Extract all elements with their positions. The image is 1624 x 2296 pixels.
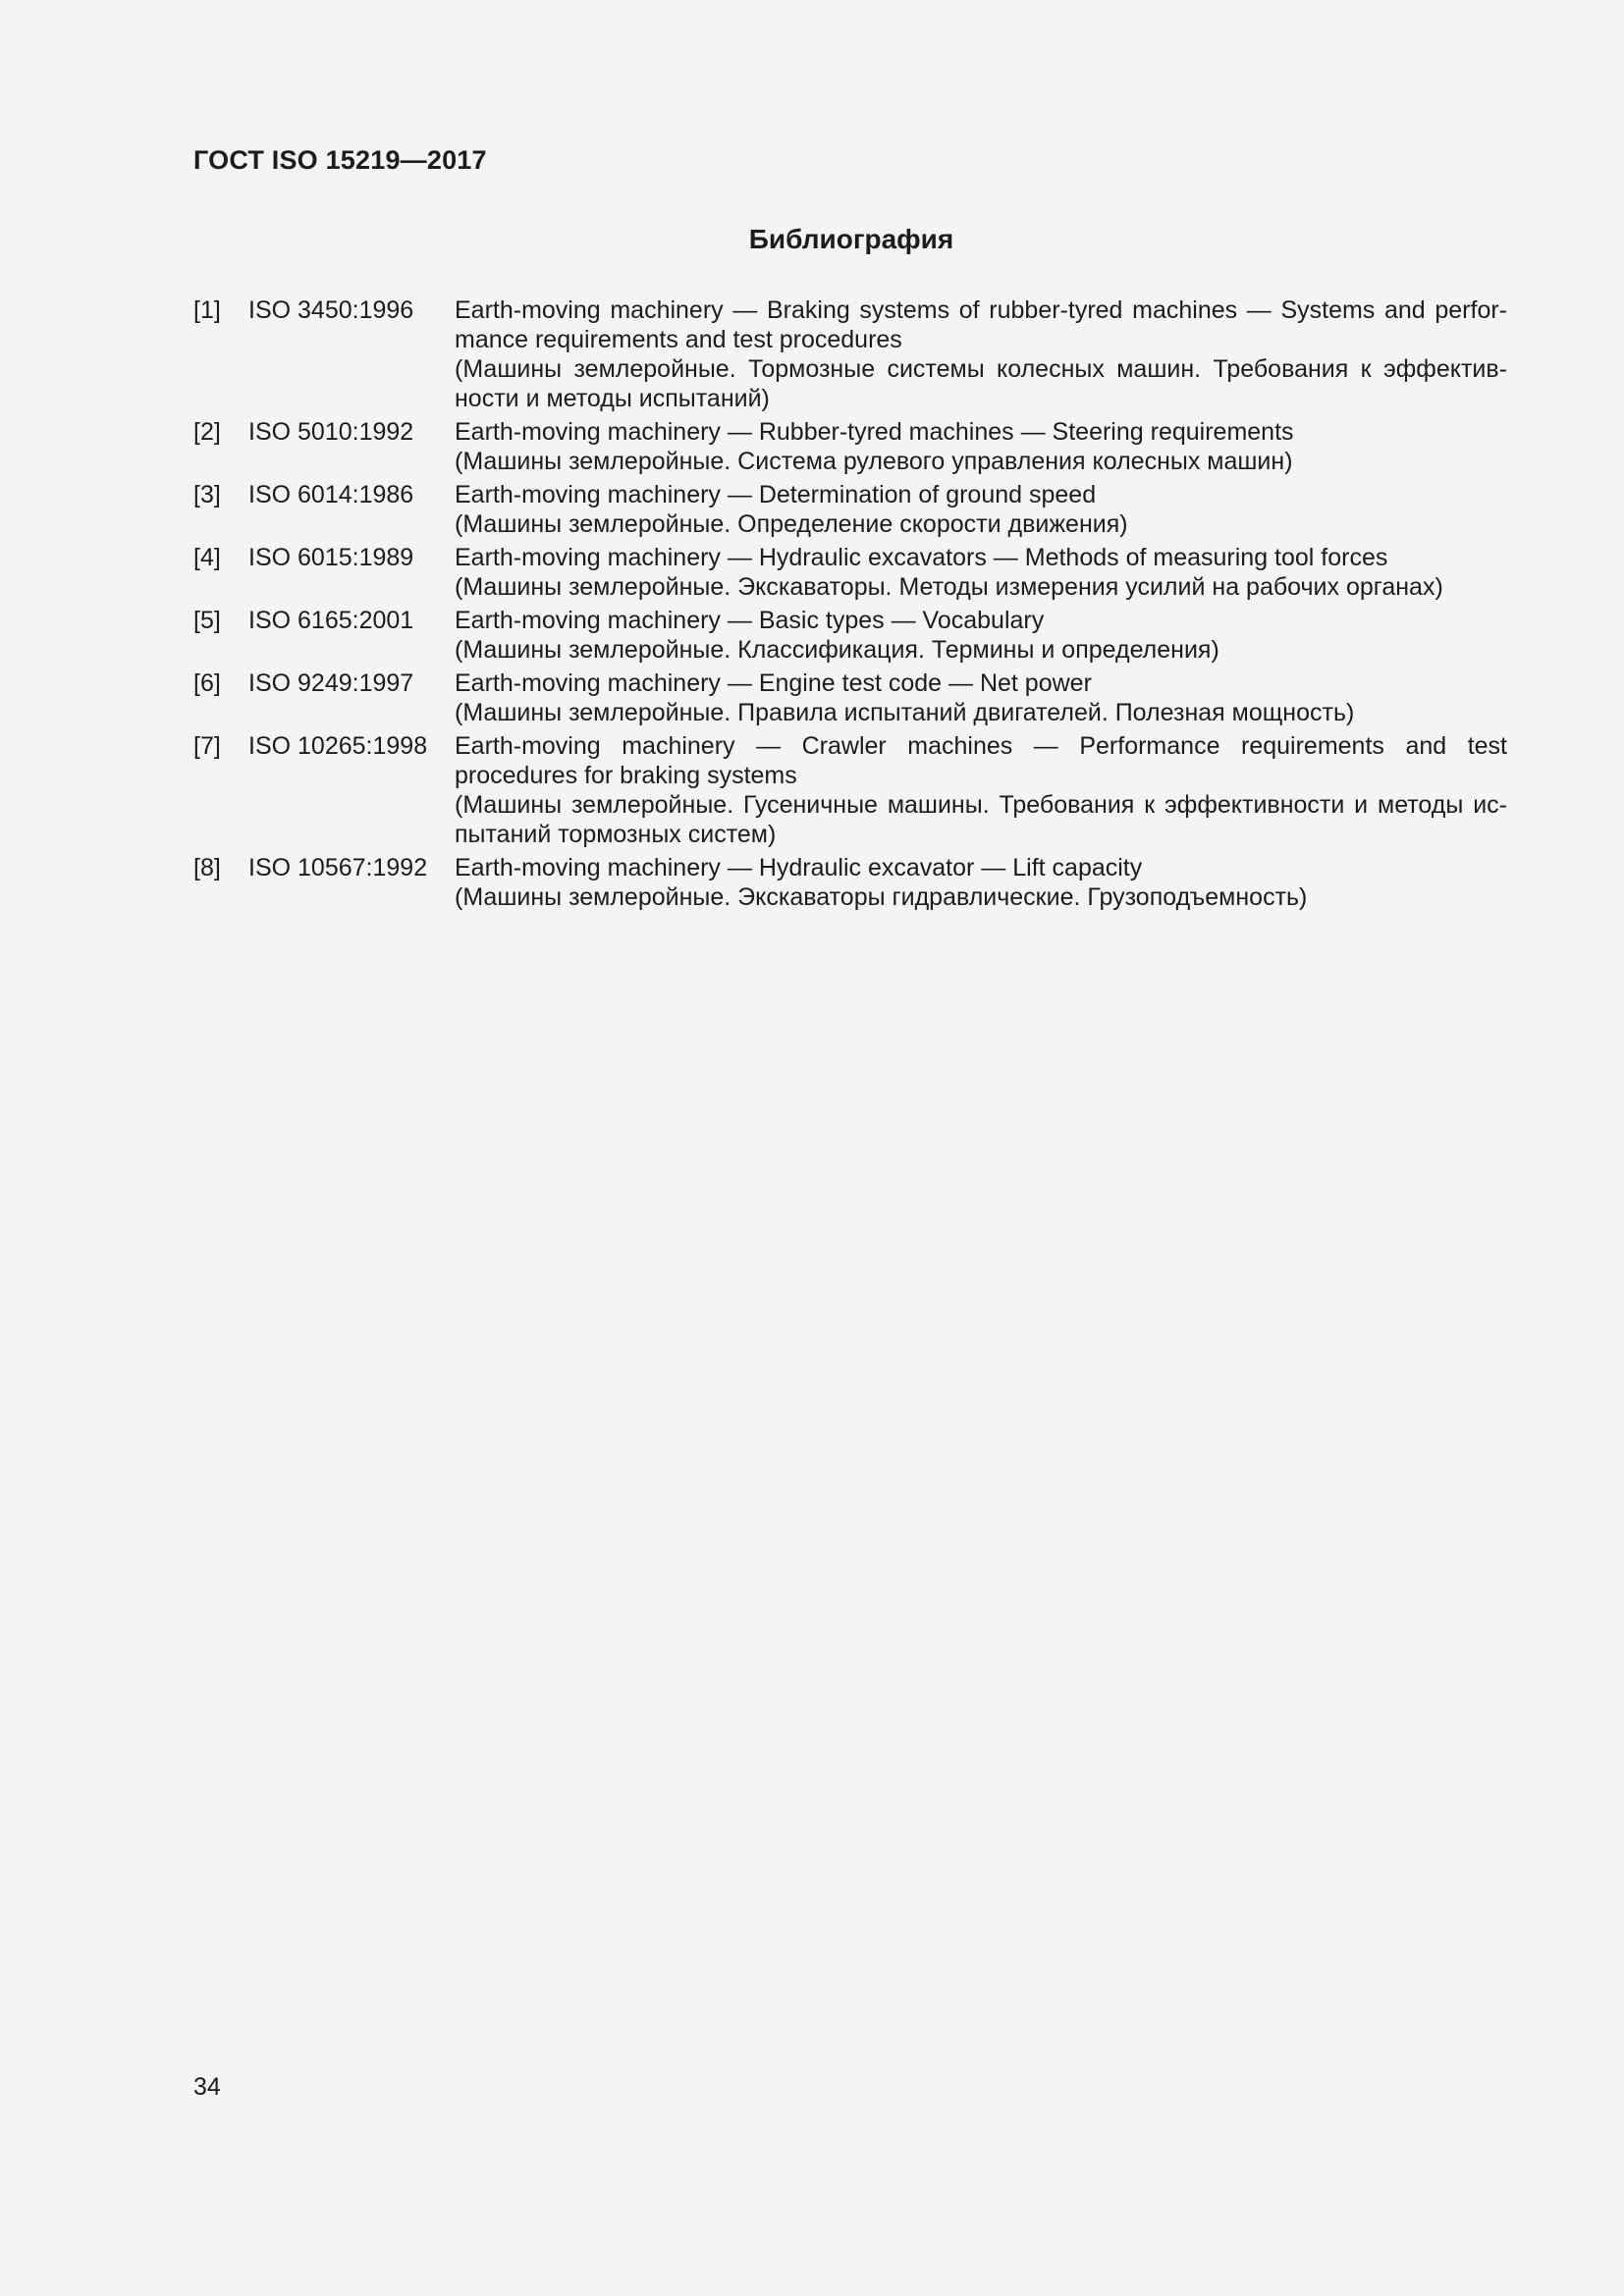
reference-title-en: Earth-moving machinery — Crawler machines — Performance requirements and test procedures for braking systems <box>455 732 1507 789</box>
bibliography-entry-6 <box>193 668 1507 727</box>
document-header: ГОСТ ISO 15219—2017 <box>193 145 487 175</box>
reference-title-ru: (Машины землеройные. Определение скорости движения) <box>455 510 1128 538</box>
bibliography-entry-2 <box>193 417 1507 476</box>
reference-code: ISO 10265:1998 <box>248 732 428 760</box>
reference-code: ISO 10567:1992 <box>248 854 428 881</box>
bibliography-entry-8 <box>193 853 1507 912</box>
reference-number: [3] <box>193 481 221 508</box>
reference-title-ru: (Машины землеройные. Экскаваторы гидравлические. Грузоподъемность) <box>455 883 1308 911</box>
reference-number: [5] <box>193 607 221 634</box>
reference-title-en: Earth-moving machinery — Determination of ground speed <box>455 481 1097 508</box>
reference-number: [4] <box>193 544 221 571</box>
bibliography-entry-7 <box>193 731 1507 849</box>
reference-title-en: Earth-moving machinery — Rubber-tyred machines — Steering requirements <box>455 418 1294 446</box>
reference-title-en: Earth-moving machinery — Basic types — Vocabulary <box>455 607 1045 634</box>
reference-title-en: Earth-moving machinery — Hydraulic excavators — Methods of measuring tool forces <box>455 544 1388 571</box>
reference-code: ISO 5010:1992 <box>248 418 414 446</box>
reference-code: ISO 9249:1997 <box>248 669 414 697</box>
page-number: 34 <box>193 2073 221 2101</box>
reference-code: ISO 6165:2001 <box>248 607 414 634</box>
reference-text <box>455 480 1507 539</box>
reference-title-en: Earth-moving machinery — Engine test code — Net power <box>455 669 1092 697</box>
reference-text <box>455 543 1507 602</box>
reference-text <box>455 295 1507 413</box>
reference-code: ISO 6014:1986 <box>248 481 414 508</box>
bibliography-entry-1 <box>193 295 1507 413</box>
reference-title-ru: (Машины землеройные. Экскаваторы. Методы измерения усилий на рабочих органах) <box>455 573 1443 601</box>
reference-text <box>455 668 1507 727</box>
reference-number: [7] <box>193 732 221 760</box>
reference-text <box>455 417 1507 476</box>
reference-code: ISO 6015:1989 <box>248 544 414 571</box>
reference-title-en: Earth-moving machinery — Hydraulic excavator — Lift capacity <box>455 854 1143 881</box>
reference-text <box>455 853 1507 912</box>
reference-title-en: Earth-moving machinery — Braking systems of rubber-tyred machines — Systems and perfor-mance requirements and test procedures <box>455 296 1507 353</box>
bibliography-entry-5 <box>193 606 1507 665</box>
reference-number: [1] <box>193 296 221 324</box>
bibliography-list <box>193 295 1507 916</box>
bibliography-entry-3 <box>193 480 1507 539</box>
bibliography-entry-4 <box>193 543 1507 602</box>
reference-title-ru: (Машины землеройные. Гусеничные машины. Требования к эффективности и методы ис-пытаний тормозных систем) <box>455 791 1507 848</box>
reference-code: ISO 3450:1996 <box>248 296 414 324</box>
reference-text <box>455 606 1507 665</box>
reference-title-ru: (Машины землеройные. Правила испытаний двигателей. Полезная мощность) <box>455 699 1355 726</box>
reference-number: [6] <box>193 669 221 697</box>
reference-number: [8] <box>193 854 221 881</box>
reference-number: [2] <box>193 418 221 446</box>
reference-title-ru: (Машины землеройные. Тормозные системы колесных машин. Требования к эффектив-ности и методы испытаний) <box>455 355 1507 412</box>
reference-text <box>455 731 1507 849</box>
reference-title-ru: (Машины землеройные. Классификация. Термины и определения) <box>455 636 1219 664</box>
reference-title-ru: (Машины землеройные. Система рулевого управления колесных машин) <box>455 448 1293 475</box>
section-title: Библиография <box>748 224 954 254</box>
